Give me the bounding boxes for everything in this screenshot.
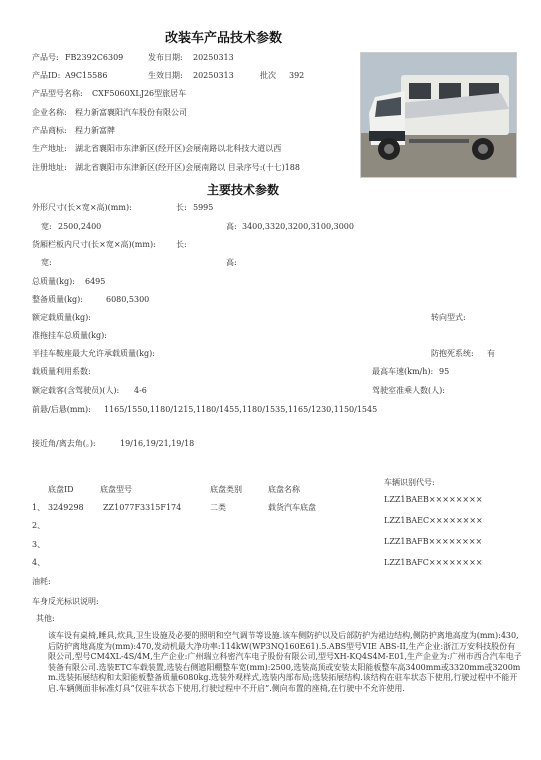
chassis-col-category: 底盘类别 <box>210 485 242 494</box>
page-title: 改装车产品技术参数 <box>165 31 283 46</box>
curb-mass-value: 6080,5300 <box>106 295 150 304</box>
fuel-label: 油耗: <box>32 577 51 586</box>
brand-value: 程力新富牌 <box>75 126 115 135</box>
effective-date-label: 生效日期: <box>148 71 183 80</box>
saddle-label: 半挂车鞍座最大允许承载质量(kg): <box>32 349 155 358</box>
height-value: 3400,3320,3200,3100,3000 <box>242 222 354 231</box>
curb-mass-label: 整备质量(kg): <box>32 295 83 304</box>
cargo-length-label: 长: <box>176 240 187 249</box>
height-label: 高: <box>226 222 237 231</box>
max-speed-label: 最高车速(km/h): <box>372 367 434 376</box>
width-label: 宽: <box>41 222 52 231</box>
total-mass-value: 6495 <box>85 277 106 286</box>
vehicle-photo <box>360 52 517 178</box>
chassis-row-index: 3、 <box>32 540 46 549</box>
vin-item: LZZ1BAEC×××××××× <box>384 516 483 525</box>
production-address-label: 生产地址: <box>32 144 67 153</box>
length-label: 长: <box>176 203 187 212</box>
cargo-width-label: 宽: <box>41 258 52 267</box>
chassis-col-name: 底盘名称 <box>268 485 300 494</box>
dims-label: 外形尺寸(长×宽×高)(mm): <box>32 203 132 212</box>
batch-label: 批次 <box>260 71 276 80</box>
max-speed-value: 95 <box>439 367 450 376</box>
chassis-col-model: 底盘型号 <box>100 485 132 494</box>
model-value: CXF5060XLJ26型旅居车 <box>92 89 187 98</box>
cargo-dims-label: 货厢栏板内尺寸(长×宽×高)(mm): <box>32 240 156 249</box>
chassis-row-model: ZZ1077F3315F174 <box>103 503 182 512</box>
angle-label: 接近角/离去角(。): <box>32 439 96 448</box>
section-title: 主要技术参数 <box>207 183 280 197</box>
other-text: 该车设有桌椅,睡具,炊具,卫生设施及必要的照明和空气调节等设施.该车侧防护以及后部防护为裙边结构,侧防护离地高度为(mm):430,后防护离地高度为(mm):470,发动机最大净功率:114kW(WP3NQ160E61).5.ABS型号VIE ABS-II,生产企业:浙江万安科技股份有限公司,型号CM4XL-4S/4M,生产企业:广州瑞立科密汽车电子股份有限公司,型号XH-KQ4S4M-E01,生产企业为:广州市西合汽车电子装备有限公司.选装ETC车载装置,选装右侧遮阳棚整车宽(mm):2500,选装高顶或安装太阳能板整车高3400mm或3320mm或3200mm.选装拓展结构和太阳能板整备质量6080kg.选装外观样式,选装内部布局;选装拓展结构.该结构在驻车状态下使用,行驶过程中不能开启.车辆侧面非标准灯具“仅驻车状态下使用,行驶过程中不开启”.侧向布置的座椅,在行驶中不允许使用. <box>48 631 522 693</box>
reflector-label: 车身反光标识说明: <box>32 597 99 606</box>
vin-item: LZZ1BAFC×××××××× <box>384 558 483 567</box>
vin-item: LZZ1BAFB×××××××× <box>384 537 483 546</box>
chassis-row-id: 3249298 <box>48 503 84 512</box>
vin-item: LZZ1BAEB×××××××× <box>384 495 483 504</box>
chassis-row-index: 2、 <box>32 521 46 530</box>
steering-label: 转向型式: <box>431 313 466 322</box>
model-label: 产品型号名称: <box>32 89 83 98</box>
rated-load-label: 额定载质量(kg): <box>32 313 91 322</box>
utilization-label: 载质量利用系数: <box>32 367 91 376</box>
other-label: 其他: <box>36 614 55 623</box>
production-address-value: 湖北省襄阳市东津新区(经开区)会展南路以北科技大道以西 <box>75 144 282 153</box>
chassis-row-index: 1、 <box>32 503 46 512</box>
overhang-value: 1165/1550,1180/1215,1180/1455,1180/1535,1165/1230,1150/1545 <box>104 405 378 414</box>
cargo-height-label: 高: <box>226 258 237 267</box>
effective-date-value: 20250313 <box>193 71 234 80</box>
chassis-row-name: 载货汽车底盘 <box>268 503 316 512</box>
release-date-label: 发布日期: <box>148 53 183 62</box>
product-no-label: 产品号: <box>32 53 59 62</box>
chassis-row-index: 4、 <box>32 558 46 567</box>
registered-address-value: 湖北省襄阳市东津新区(经开区)会展南路以 目录序号:(十七)188 <box>75 163 300 172</box>
passengers-label: 额定载客(含驾驶员)(人): <box>32 386 120 395</box>
angle-value: 19/16,19/21,19/18 <box>120 439 195 448</box>
release-date-value: 20250313 <box>193 53 234 62</box>
brand-label: 产品商标: <box>32 126 67 135</box>
cab-label: 驾驶室准乘人数(人): <box>372 386 445 395</box>
product-no-value: FB2392C6309 <box>65 53 124 62</box>
trailer-mass-label: 准拖挂车总质量(kg): <box>32 331 107 340</box>
abs-label: 防抱死系统: <box>431 349 474 358</box>
chassis-col-id: 底盘ID <box>48 485 74 494</box>
vin-label: 车辆识别代号: <box>384 478 435 487</box>
product-id-label: 产品ID: <box>32 71 61 80</box>
length-value: 5995 <box>193 203 214 212</box>
company-value: 程力新富襄阳汽车股份有限公司 <box>75 108 187 117</box>
passengers-value: 4-6 <box>134 386 147 395</box>
company-label: 企业名称: <box>32 108 67 117</box>
abs-value: 有 <box>487 349 495 358</box>
overhang-label: 前悬/后悬(mm): <box>32 405 91 414</box>
product-id-value: A9C15586 <box>65 71 108 80</box>
registered-address-label: 注册地址: <box>32 163 67 172</box>
width-value: 2500,2400 <box>58 222 102 231</box>
total-mass-label: 总质量(kg): <box>32 277 75 286</box>
chassis-row-category: 二类 <box>210 503 226 512</box>
batch-value: 392 <box>289 71 305 80</box>
